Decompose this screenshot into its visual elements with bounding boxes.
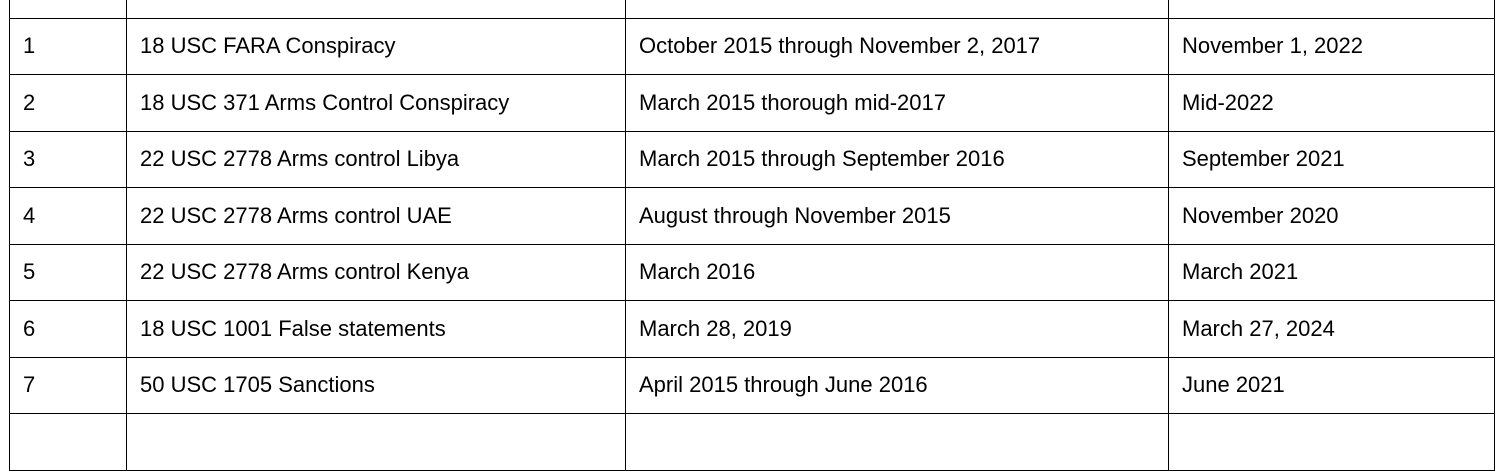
header-crime: [127, 0, 626, 18]
cell-count: 5: [10, 244, 127, 301]
table-row: [10, 75, 1495, 132]
cell-empty: [1169, 414, 1495, 471]
cell-statute: November 1, 2022: [1169, 18, 1495, 75]
cell-statute: March 27, 2024: [1169, 301, 1495, 358]
cell-count: 7: [10, 357, 127, 414]
table-row: [10, 188, 1495, 245]
cell-crime: 18 USC 1001 False statements: [127, 301, 626, 358]
cell-empty: [10, 414, 127, 471]
cell-duration: March 28, 2019: [626, 301, 1169, 358]
cell-duration: August through November 2015: [626, 188, 1169, 245]
cell-statute: November 2020: [1169, 188, 1495, 245]
charges-table: [9, 0, 1495, 471]
header-duration: [626, 0, 1169, 18]
cell-duration: October 2015 through November 2, 2017: [626, 18, 1169, 75]
cell-duration: April 2015 through June 2016: [626, 357, 1169, 414]
cell-count: 4: [10, 188, 127, 245]
cell-crime: 18 USC FARA Conspiracy: [127, 18, 626, 75]
cell-statute: September 2021: [1169, 131, 1495, 188]
table-row: [10, 244, 1495, 301]
table-row-cut-off: [10, 414, 1495, 471]
cell-crime: 22 USC 2778 Arms control Kenya: [127, 244, 626, 301]
cell-statute: Mid-2022: [1169, 75, 1495, 132]
table-row: [10, 131, 1495, 188]
cell-duration: March 2015 thorough mid-2017: [626, 75, 1169, 132]
cell-crime: 22 USC 2778 Arms control UAE: [127, 188, 626, 245]
cell-statute: March 2021: [1169, 244, 1495, 301]
cell-crime: 18 USC 371 Arms Control Conspiracy: [127, 75, 626, 132]
cell-crime: 50 USC 1705 Sanctions: [127, 357, 626, 414]
header-statute-of-limitations: [1169, 0, 1495, 18]
cell-count: 1: [10, 18, 127, 75]
header-count: [10, 0, 127, 18]
cell-statute: June 2021: [1169, 357, 1495, 414]
table-header-row: [10, 0, 1495, 18]
cell-duration: March 2015 through September 2016: [626, 131, 1169, 188]
cell-count: 3: [10, 131, 127, 188]
table-row: [10, 357, 1495, 414]
cell-empty: [626, 414, 1169, 471]
cell-duration: March 2016: [626, 244, 1169, 301]
table-row: [10, 301, 1495, 358]
cell-empty: [127, 414, 626, 471]
cell-count: 6: [10, 301, 127, 358]
cell-count: 2: [10, 75, 127, 132]
cell-crime: 22 USC 2778 Arms control Libya: [127, 131, 626, 188]
table-row: [10, 18, 1495, 75]
